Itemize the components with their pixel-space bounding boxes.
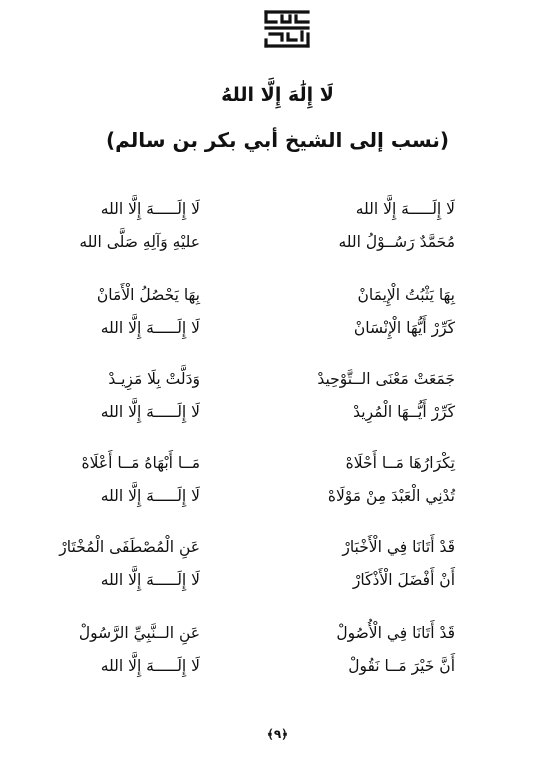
hemistich-right: أَنْ أَفْضَلَ الْأَذْكَارْ: [352, 571, 455, 589]
verse-line: [0, 532, 555, 562]
verse-line: [0, 364, 555, 394]
verse-line: [0, 448, 555, 478]
hemistich-right: أَنَّ خَيْرَ مَــا نَقُولْ: [348, 657, 455, 675]
verse-line: [0, 618, 555, 648]
hemistich-left: لَا إِلَـــــهَ إِلَّا الله: [100, 657, 200, 675]
hemistich-left: لَا إِلَـــــهَ إِلَّا الله: [100, 487, 200, 505]
hemistich-left: عَنِ الْمُصْطَفَى الْمُخْتَارْ: [59, 538, 200, 556]
verse-line: [0, 651, 555, 681]
kufic-calligraphy-logo-icon: [262, 8, 312, 52]
verse-line: [0, 227, 555, 257]
hemistich-right: تُدْنِي الْعَبْدَ مِنْ مَوْلَاهْ: [327, 487, 455, 505]
hemistich-right: قَدْ أَتَانَا فِي الْأُصُولْ: [336, 624, 455, 642]
hemistich-left: لَا إِلَـــــهَ إِلَّا الله: [100, 319, 200, 337]
hemistich-left: وَدَلَّتْ بِلَا مَزِيـدْ: [108, 370, 200, 388]
hemistich-right: كَرِّرْ أَيُّــهَا الْمُرِيدْ: [353, 403, 455, 421]
verse-line: [0, 397, 555, 427]
page-number: ﴿٩﴾: [266, 727, 289, 741]
hemistich-left: بِهَا يَحْصُلُ الْأَمَانْ: [96, 286, 200, 304]
hemistich-right: جَمَعَتْ مَعْنَى الــتَّوْحِيدْ: [317, 370, 455, 388]
page-title: لَا إِلَٰهَ إِلَّا اللهُ: [221, 84, 334, 106]
hemistich-left: لَا إِلَـــــهَ إِلَّا الله: [100, 403, 200, 421]
hemistich-left: عَنِ الــنَّبِيِّ الرَّسُولْ: [78, 624, 200, 642]
verse-line: [0, 280, 555, 310]
verse-line: [0, 565, 555, 595]
verse-line: [0, 313, 555, 343]
hemistich-right: مُحَمَّدٌ رَسُــوْلُ الله: [338, 233, 455, 251]
verse-line: [0, 481, 555, 511]
hemistich-left: مَــا أَبْهَاهُ مَــا أَعْلَاهْ: [81, 454, 200, 472]
page-subtitle: (نسب إلى الشيخ أبي بكر بن سالم): [105, 128, 450, 152]
hemistich-right: لَا إِلَـــــهَ إِلَّا الله: [355, 200, 455, 218]
hemistich-left: عليْهِ وَآلِهِ صَلَّى الله: [79, 233, 200, 251]
hemistich-right: بِهَا يَثْبُتُ الْإِيمَانْ: [357, 286, 455, 304]
hemistich-right: قَدْ أَتَانَا فِي الْأَخْبَارْ: [342, 538, 455, 556]
hemistich-left: لَا إِلَـــــهَ إِلَّا الله: [100, 571, 200, 589]
hemistich-right: كَرِّرْ أَيُّهَا الْإِنْسَانْ: [353, 319, 455, 337]
hemistich-left: لَا إِلَـــــهَ إِلَّا الله: [100, 200, 200, 218]
verse-line: [0, 194, 555, 224]
hemistich-right: تِكْرَارُهَا مَــا أَحْلَاهْ: [345, 454, 455, 472]
